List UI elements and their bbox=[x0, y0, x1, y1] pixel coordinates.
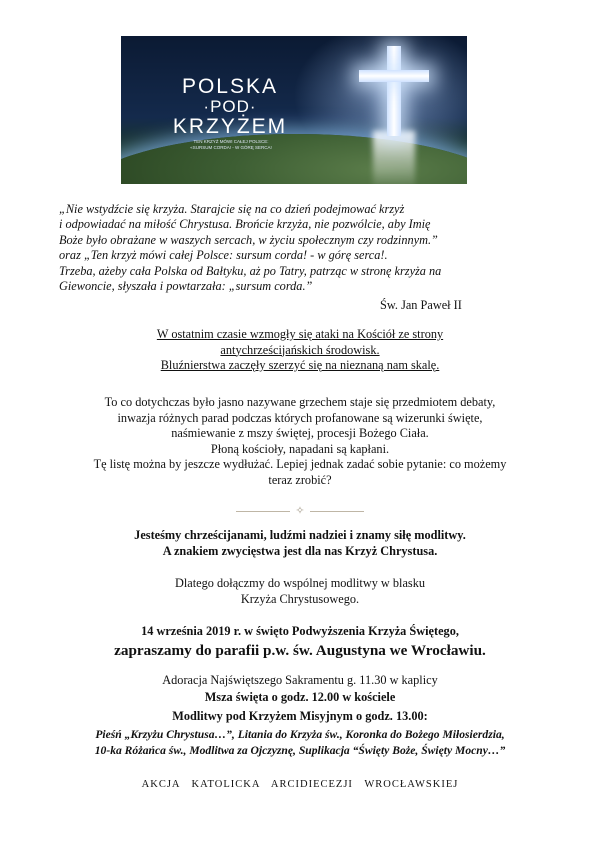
organization-footer: AKCJA KATOLICKA ARCIDIECEZJI WROCŁAWSKIEJ bbox=[141, 779, 459, 790]
join-line-1: Dlatego dołączmy do wspólnej modlitwy w blasku bbox=[175, 576, 425, 590]
cross-icon bbox=[387, 46, 401, 136]
attacks-paragraph bbox=[40, 327, 560, 374]
divider-line-right bbox=[310, 511, 364, 512]
logo-line-3: KRZYŻEM bbox=[172, 115, 288, 138]
quote-line: i odpowiadać na miłość Chrystusa. Brońcie krzyża, nie pozwólcie, aby Imię bbox=[59, 217, 431, 232]
question-paragraph bbox=[40, 395, 560, 488]
prayers-line: Modlitwy pod Krzyżem Misyjnym o godz. 13.00: bbox=[172, 709, 428, 723]
quote-line: „Nie wstydźcie się krzyża. Starajcie się na co dzień podejmować krzyż bbox=[59, 202, 405, 216]
banner-logo bbox=[165, 76, 295, 138]
question-line: naśmiewanie z mszy świętej, procesji Bożego Ciała. bbox=[171, 426, 429, 440]
banner-tagline bbox=[171, 139, 291, 151]
quote-line: oraz „Ten krzyż mówi całej Polsce: sursum corda! - w górę serca!. bbox=[59, 248, 388, 263]
question-line: inwazja różnych parad podczas których profanowane są wizerunki święte, bbox=[117, 410, 483, 425]
join-line-2: Krzyża Chrystusowego. bbox=[240, 591, 360, 606]
diamond-icon: ✧ bbox=[295, 505, 305, 517]
mass-line: Msza święta o godz. 12.00 w kościele bbox=[204, 690, 396, 704]
join-paragraph bbox=[40, 576, 560, 607]
attacks-line-1: W ostatnim czasie wzmogły się ataki na Kościół ze strony bbox=[156, 327, 444, 341]
logo-line-2: ·POD· bbox=[203, 97, 257, 116]
question-line: teraz zrobić? bbox=[268, 472, 332, 487]
hope-paragraph bbox=[40, 528, 560, 559]
program-line-1: Pieśń „Krzyżu Chrystusa…”, Litania do Krzyża św., Koronka do Bożego Miłosierdzia, bbox=[95, 728, 505, 741]
light-beam bbox=[373, 131, 415, 184]
attacks-line-2: antychrześcijańskich środowisk. bbox=[220, 342, 380, 357]
logo-line-1: POLSKA bbox=[181, 75, 279, 98]
quote-line: Giewoncie, słyszała i powtarzała: „sursum corda.” bbox=[59, 279, 313, 294]
program-line-2: 10-ka Różańca św., Modlitwa za Ojczyznę, Suplikacja “Święty Boże, Święty Mocny…” bbox=[94, 744, 506, 757]
hope-line-1: Jesteśmy chrześcijanami, ludźmi nadziei i znamy siłę modlitwy. bbox=[134, 528, 466, 542]
divider-ornament bbox=[236, 505, 364, 519]
hope-line-2: A znakiem zwycięstwa jest dla nas Krzyż Chrystusa. bbox=[162, 543, 438, 558]
polska-pod-krzyzem-banner bbox=[121, 36, 467, 184]
tagline-line-1: TEN KRZYŻ MÓWI CAŁEJ POLSCE: bbox=[193, 139, 269, 144]
tagline-line-2: «SURSUM CORDA! - W GÓRĘ SERCA! bbox=[190, 145, 272, 150]
pope-quote bbox=[59, 202, 539, 294]
cross-icon-arm bbox=[359, 70, 429, 82]
divider-line-left bbox=[236, 511, 290, 512]
quote-author: Św. Jan Paweł II bbox=[380, 298, 462, 312]
question-line: Tę listę można by jeszcze wydłużać. Lepiej jednak zadać sobie pytanie: co możemy bbox=[93, 457, 507, 471]
attacks-line-3: Bluźnierstwa zaczęły szerzyć się na nieznaną nam skalę. bbox=[160, 358, 440, 372]
adoration-line: Adoracja Najświętszego Sakramentu g. 11.30 w kaplicy bbox=[162, 673, 438, 687]
event-date: 14 września 2019 r. w święto Podwyższenia Krzyża Świętego, bbox=[141, 624, 459, 638]
question-line: Płoną kościoły, napadani są kapłani. bbox=[210, 441, 390, 456]
event-invite: zapraszamy do parafii p.w. św. Augustyna we Wrocławiu. bbox=[114, 642, 486, 659]
quote-line: Boże było obrażane w waszych sercach, w życiu społecznym czy rodzinnym.” bbox=[59, 232, 438, 247]
quote-line: Trzeba, ażeby cała Polska od Bałtyku, aż po Tatry, patrząc w stronę krzyża na bbox=[59, 263, 442, 278]
question-line: To co dotychczas było jasno nazywane grzechem staje się przedmiotem debaty, bbox=[104, 395, 496, 409]
